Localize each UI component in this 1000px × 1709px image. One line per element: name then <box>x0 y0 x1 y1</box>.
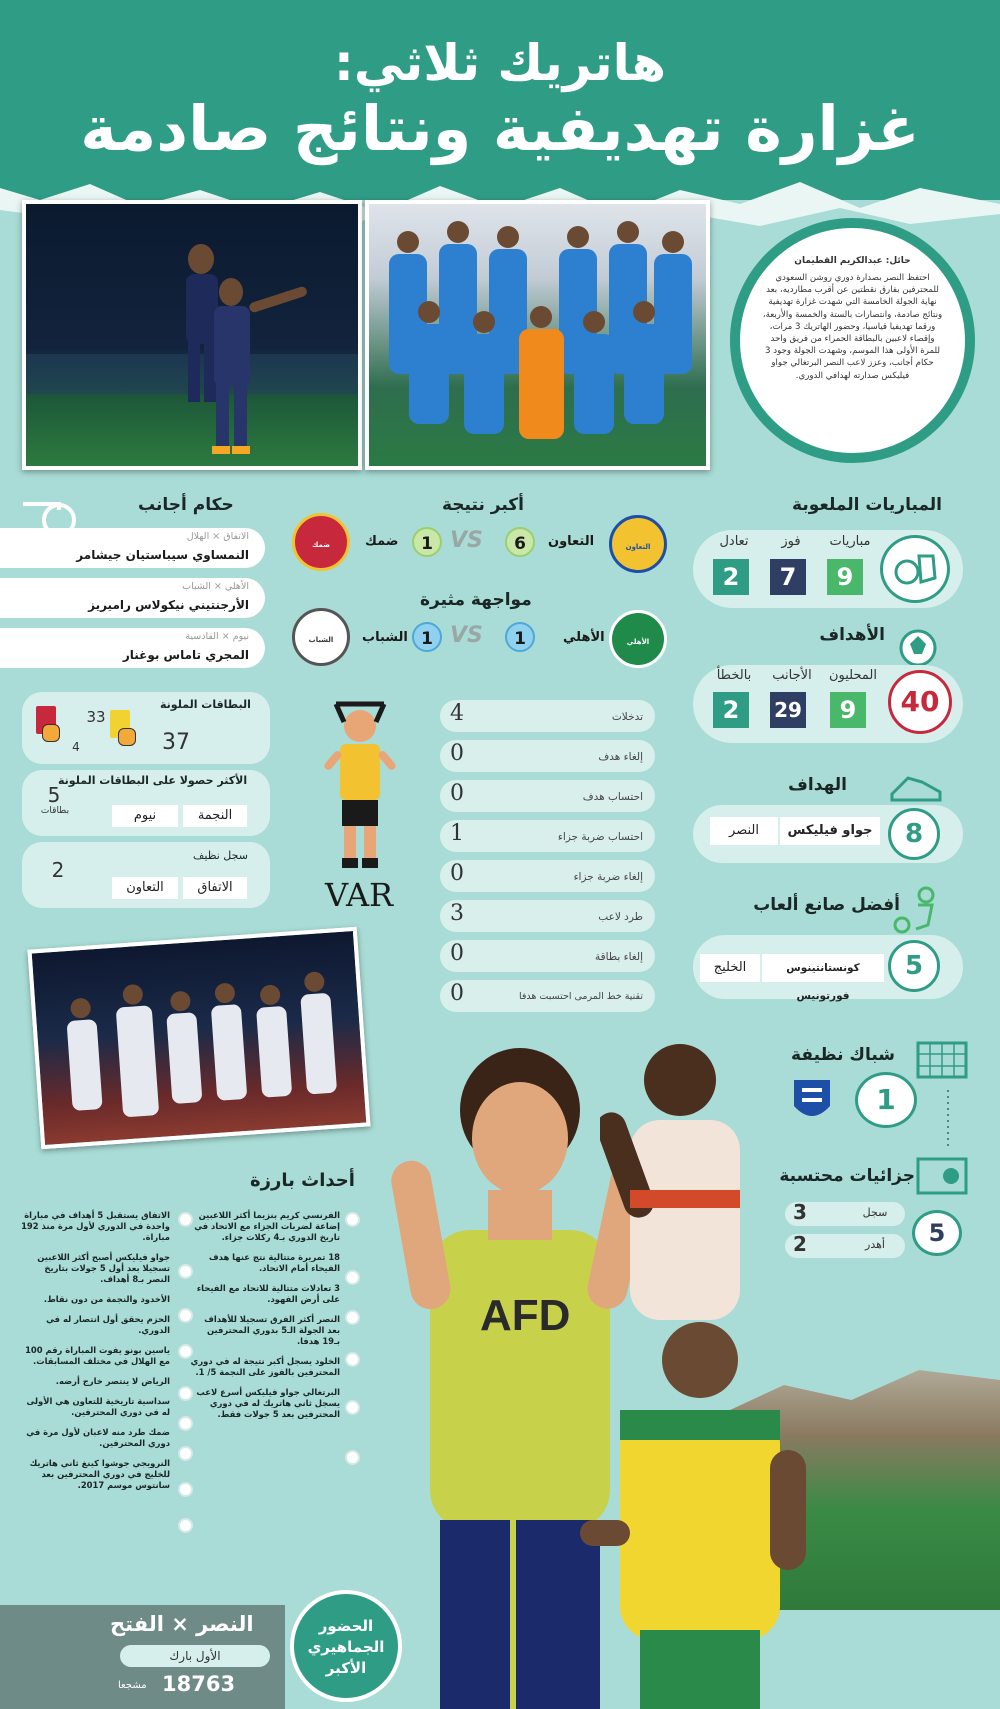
event-bullet-icon <box>178 1308 193 1323</box>
most-cards-team-1: النجمة <box>183 805 247 827</box>
event-bullet-icon <box>178 1212 193 1227</box>
player-celebrating-illustration <box>26 204 362 470</box>
shabab-logo <box>292 608 350 666</box>
goals-label-foreign: الأجانب <box>772 668 812 683</box>
matches-value-draws: 2 <box>713 559 749 595</box>
referee-3-match: نيوم × القادسية <box>185 631 249 642</box>
intro-circle <box>730 218 975 463</box>
event-left-3: الأخدود والنجمة من دون نقاط. <box>43 1294 170 1304</box>
referee-row-2 <box>0 578 265 618</box>
scorer-value: 8 <box>888 808 940 860</box>
damac-logo <box>292 513 350 571</box>
penalty-missed-value: 2 <box>793 1232 807 1256</box>
var-row-8-value: 0 <box>450 981 464 1006</box>
exciting-home-score: 1 <box>505 622 535 652</box>
damac-logo-text: ضمك <box>312 541 330 549</box>
matches-label-wins: فوز <box>781 534 801 549</box>
var-referee-illustration <box>300 700 420 880</box>
referee-1-match: الاتفاق × الهلال <box>186 531 249 542</box>
event-bullet-icon <box>345 1310 360 1325</box>
penalty-scored-label: سجل <box>862 1206 888 1219</box>
clean-record-team-2: التعاون <box>112 877 178 899</box>
intro-author: حائل: عبدالكريم القطيمان <box>794 256 911 266</box>
attendance-match: النصر × الفتح <box>110 1612 254 1636</box>
event-bullet-icon <box>178 1386 193 1401</box>
most-cards-value: 5 <box>47 783 61 807</box>
ahli-logo <box>609 610 667 668</box>
svg-text:AFD: AFD <box>480 1291 571 1340</box>
exciting-vs: VS <box>450 623 483 648</box>
scorer-title: الهداف <box>788 775 847 795</box>
event-bullet-icon <box>345 1212 360 1227</box>
referee-3-name: المجري تاماس بوغنار <box>122 648 249 662</box>
most-cards-team-2: نيوم <box>112 805 178 827</box>
attendance-title-2: الجماهيري <box>307 1638 385 1656</box>
var-row-2-label: إلغاء هدف <box>598 751 643 763</box>
referee-2-name: الأرجنتيني نيكولاس راميريز <box>88 598 249 612</box>
referee-2-match: الأهلي × الشباب <box>182 581 249 592</box>
clean-record-value: 2 <box>51 858 65 882</box>
var-label: VAR <box>325 876 394 914</box>
var-row-1-label: تدخلات <box>611 711 643 723</box>
matches-value-wins: 7 <box>770 559 806 595</box>
yellow-cards-match: 33 <box>86 708 106 726</box>
playmaker-player: كونستانتينوس فورتونيس <box>762 954 884 982</box>
event-bullet-icon <box>345 1352 360 1367</box>
playmaker-title: أفضل صانع ألعاب <box>753 895 900 915</box>
biggest-vs: VS <box>450 528 483 553</box>
matches-icon-circle <box>880 535 950 603</box>
event-right-1: الفرنسي كريم بنزيما أكثر اللاعبين إضاعة لضربات الجزاء مع الاتحاد في تاريخ الدوري بـ4 ركلات جزاء. <box>194 1210 340 1242</box>
team-players-illustration <box>369 204 710 470</box>
matches-label-played: مباريات <box>829 534 871 549</box>
scorer-player: جواو فيليكس <box>780 817 880 845</box>
red-card-hand-icon <box>42 724 60 742</box>
goals-value-own: 2 <box>713 692 749 728</box>
clean-sheets-value: 1 <box>855 1072 917 1128</box>
event-left-5: ياسين بونو يفوت المباراة رقم 100 مع الهلال في مختلف المسابقات. <box>25 1345 170 1366</box>
goals-total: 40 <box>888 670 952 734</box>
var-row-4-label: احتساب ضربة جزاء <box>557 831 643 843</box>
attendance-title-1: الحضور <box>318 1617 374 1635</box>
clean-record-team-1: الاتفاق <box>183 877 247 899</box>
var-row-8-label: تقنية خط المرمى احتسبت هدفا <box>518 991 643 1002</box>
biggest-away-score: 1 <box>412 527 442 557</box>
goals-label-local: المحليون <box>829 668 877 683</box>
yellow-card-hand-icon <box>118 728 136 746</box>
var-row-5-value: 0 <box>450 861 464 886</box>
attendance-value: 18763 <box>162 1672 236 1696</box>
event-bullet-icon <box>178 1264 193 1279</box>
var-row-3 <box>440 780 655 812</box>
event-bullet-icon <box>345 1450 360 1465</box>
event-bullet-icon <box>178 1344 193 1359</box>
attendance-title-3: الأكبر <box>325 1659 367 1677</box>
matches-value-played: 9 <box>827 559 863 595</box>
playmaker-team: الخليج <box>700 954 760 982</box>
most-cards-unit: بطاقات <box>40 806 70 816</box>
exciting-title: مواجهة مثيرة <box>420 590 532 610</box>
dotted-connector <box>946 1090 950 1150</box>
var-row-1 <box>440 700 655 732</box>
exciting-home-team: الأهلي <box>563 630 605 645</box>
event-right-3: 3 تعادلات متتالية للاتحاد مع الفيحاء على أرض الفهود. <box>196 1283 340 1304</box>
var-row-6-value: 3 <box>450 901 464 926</box>
var-row-5-label: إلغاء ضربة جزاء <box>573 871 643 883</box>
biggest-title: أكبر نتيجة <box>442 495 524 515</box>
attendance-bubble <box>290 1590 402 1702</box>
team-photo <box>365 200 710 470</box>
event-bullet-icon <box>345 1270 360 1285</box>
celebration-photo <box>22 200 362 470</box>
goals-value-local: 9 <box>830 692 866 728</box>
event-left-8: ضمك طرد منه لاعبان لأول مرة في دوري المحترفين. <box>26 1427 170 1448</box>
attendance-stadium: الأول بارك <box>120 1645 270 1667</box>
var-row-4-value: 1 <box>450 821 464 846</box>
shabab-logo-text: الشباب <box>308 636 334 644</box>
event-left-2: جواو فيليكس أصبح أكثر اللاعبين تسجيلا بعد أول 5 جولات بتاريخ النصر بـ8 أهداف. <box>37 1252 170 1284</box>
exciting-away-score: 1 <box>412 622 442 652</box>
yellow-cards-total: 37 <box>162 730 190 755</box>
red-cards-value: 4 <box>72 740 80 754</box>
clean-record-title: سجل نظيف <box>193 849 248 862</box>
most-cards-title: الأكثر حصولا على البطاقات الملونة <box>58 774 248 787</box>
taawoun-logo <box>609 515 667 573</box>
referee-1-name: النمساوي سيباستيان جيشامر <box>76 548 249 562</box>
event-right-4: النصر أكثر الفرق تسجيلا للأهداف بعد الجولة الـ5 بدوري المحترفين بـ19 هدفا. <box>204 1314 340 1346</box>
event-left-7: سداسية تاريخية للتعاون هي الأولى له في دوري المحترفين. <box>26 1396 170 1417</box>
goal-net-icon <box>915 1040 969 1080</box>
penalties-title: جزائيات محتسبة <box>779 1166 915 1186</box>
events-title: أحداث بارزة <box>250 1170 355 1191</box>
title-line-2: غزارة تهديفية ونتائج صادمة <box>80 92 920 165</box>
attendance-unit: مشجعا <box>118 1680 147 1691</box>
goals-label-own: بالخطأ <box>716 668 752 683</box>
referee-row-3 <box>0 628 265 668</box>
matches-title: المباريات الملعوبة <box>792 495 942 515</box>
event-bullet-icon <box>178 1518 193 1533</box>
var-row-3-label: احتساب هدف <box>582 791 643 803</box>
playmaker-value: 5 <box>888 940 940 992</box>
event-left-4: الحزم يحقق أول انتصار له في الدوري. <box>46 1314 170 1335</box>
var-row-6 <box>440 900 655 932</box>
event-bullet-icon <box>178 1416 193 1431</box>
event-bullet-icon <box>178 1446 193 1461</box>
var-row-2-value: 0 <box>450 741 464 766</box>
event-left-1: الاتفاق يستقبل 5 أهداف في مباراة واحدة في الدوري لأول مرة منذ 192 مباراة. <box>21 1210 170 1242</box>
alhilal-logo-icon <box>786 1076 838 1128</box>
ahli-logo-text: الأهلي <box>626 638 650 646</box>
var-row-8 <box>440 980 655 1012</box>
clean-sheets-title: شباك نظيفة <box>791 1045 895 1065</box>
event-right-2: 18 تمريرة متتالية نتج عنها هدف الفيحاء أمام الاتحاد. <box>208 1252 340 1273</box>
football-boot-icon <box>883 538 947 600</box>
taawoun-logo-text: التعاون <box>625 543 651 551</box>
event-left-6: الرياض لا ينتصر خارج أرضه. <box>55 1376 170 1386</box>
var-row-7-label: إلغاء بطاقة <box>594 951 643 963</box>
biggest-home-team: التعاون <box>548 534 595 549</box>
goals-value-foreign: 29 <box>770 692 806 728</box>
goals-title: الأهداف <box>819 625 885 645</box>
ball-icon <box>898 628 938 668</box>
cards-title: البطاقات الملونة <box>160 698 251 711</box>
fans-illustration <box>32 930 371 1149</box>
var-row-7-value: 0 <box>450 941 464 966</box>
var-row-1-value: 4 <box>450 701 464 726</box>
intro-text: احتفظ النصر بصدارة دوري روشن السعودي للمحترفين بفارق نقطتين عن أقرب مطارديه، بعد نهاية الجولة الخامسة التي شهدت غزارة تهديفية ونتائج صادمة، وانتصارات بالستة والخمسة والأربعة، ورقما تهديفيا قياسيا، وحضور الهاتريك 3 مرات، وإقصاء لاعبين بالبطاقة الحمراء من فريق واحد للمرة الأولى هذا الموسم، وشهدت الجولة وجود 3 حكام أجانب، وعزز لاعب النصر البرتغالي جواو فيليكس صدارته لهدافي الدوري. <box>762 273 943 381</box>
var-row-5 <box>440 860 655 892</box>
penalty-scored-value: 3 <box>793 1200 807 1224</box>
referee-row-1 <box>0 528 265 568</box>
var-row-7 <box>440 940 655 972</box>
events-left-column <box>20 1210 170 1500</box>
penalties-total: 5 <box>912 1210 962 1256</box>
goal-ball-icon <box>915 1156 969 1196</box>
var-row-6-label: طرد لاعب <box>598 911 643 923</box>
fans-celebration-photo <box>27 927 370 1150</box>
trophy-player-icon <box>888 885 944 935</box>
var-row-2 <box>440 740 655 772</box>
scorer-team: النصر <box>710 817 778 845</box>
var-row-4 <box>440 820 655 852</box>
penalty-missed-label: أهدر <box>865 1238 885 1251</box>
khaleej-player-illustration <box>580 1300 810 1709</box>
event-bullet-icon <box>345 1400 360 1415</box>
events-right-column <box>190 1210 340 1429</box>
event-right-6: البرتغالي جواو فيليكس أسرع لاعب يسجل ثاني هاتريك له في دوري المحترفين بعد 5 جولات فقط. <box>196 1387 340 1419</box>
title-line-1: هاتريك ثلاثي: <box>333 34 667 92</box>
biggest-home-score: 6 <box>505 527 535 557</box>
exciting-away-team: الشباب <box>362 630 408 645</box>
shoe-icon <box>888 768 944 804</box>
matches-label-draws: تعادل <box>719 534 749 549</box>
event-left-9: النرويجي جوشوا كينغ ثاني هاتريك للخليج في دوري المحترفين بعد سانتوس موسم 2017. <box>29 1458 170 1490</box>
referees-title: حكام أجانب <box>138 495 234 515</box>
event-right-5: الخلود يسجل أكبر نتيجة له في دوري المحترفين بالفوز على النجمة 5/ 1. <box>190 1356 340 1377</box>
biggest-away-team: ضمك <box>365 534 399 549</box>
event-bullet-icon <box>178 1482 193 1497</box>
var-row-3-value: 0 <box>450 781 464 806</box>
